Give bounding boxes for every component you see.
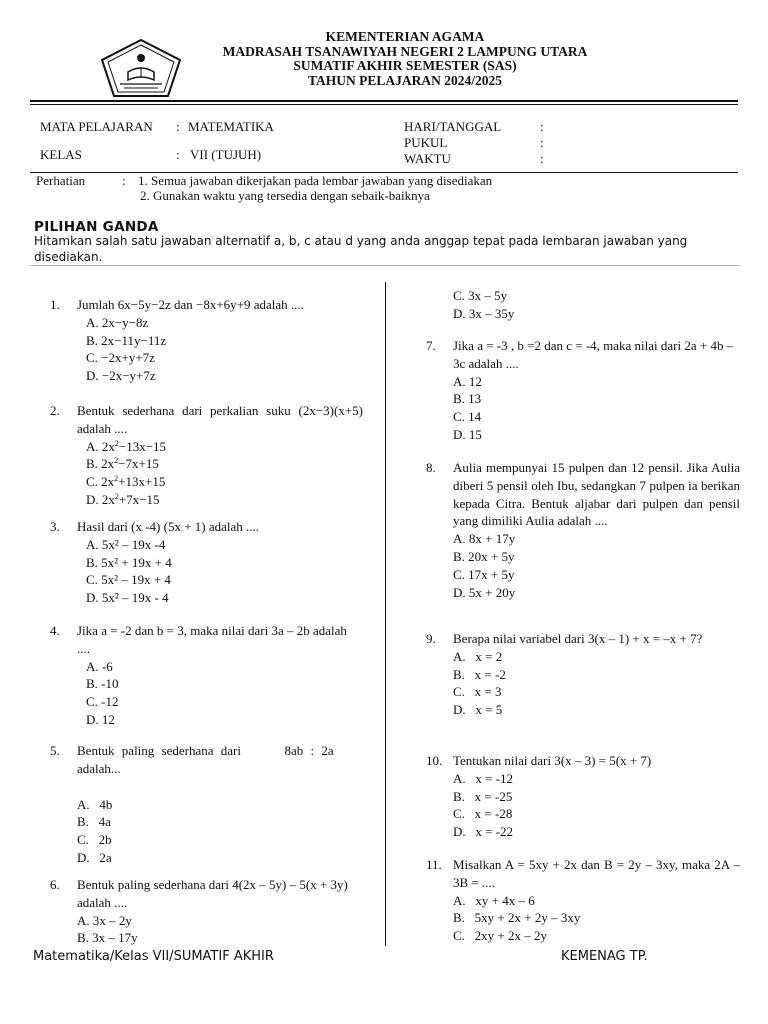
option-c: C. 2xy + 2x – 2y <box>453 928 548 944</box>
option-d: D. 12 <box>86 711 115 727</box>
question-11 <box>426 856 740 945</box>
question-7 <box>426 337 740 444</box>
perhatian-item-1: 1. Semua jawaban dikerjakan pada lembar jawaban yang disediakan <box>138 173 493 188</box>
option-b: B. x = -25 <box>453 788 513 804</box>
option-d: D. −2x−y+7z <box>86 368 156 384</box>
question-number: 4. <box>50 623 60 638</box>
pukul-colon: : <box>540 135 544 150</box>
option-b: B. x = -2 <box>453 666 506 682</box>
option-d: D. x = 5 <box>453 702 503 718</box>
option-c: C. 5x² – 19x + 4 <box>86 572 171 588</box>
option-c: C. $2x^2+13x+15$ <box>86 474 166 490</box>
question-3 <box>50 518 360 607</box>
header-divider-thin <box>30 104 738 105</box>
kemenag-logo <box>98 38 184 98</box>
option-d: D. 5x² – 19x - 4 <box>86 590 169 606</box>
option-a: A. 2x−y−8z <box>86 314 149 330</box>
question-number: 5. <box>50 743 60 758</box>
question-stem: Bentuk sederhana dari perkalian suku (2x−3)(x+5) adalah .... <box>77 403 363 436</box>
question-6-continued <box>453 287 743 323</box>
option-b: B. 3x – 17y <box>77 930 138 946</box>
header-line-4: TAHUN PELAJARAN 2024/2025 <box>307 72 502 88</box>
question-1 <box>50 296 360 385</box>
pukul-label: PUKUL <box>404 135 448 150</box>
option-c: C. −2x+y+7z <box>86 350 155 366</box>
question-number: 10. <box>426 753 443 768</box>
option-a: A. $2x^2-13x-15$ <box>86 438 167 454</box>
section-instruction: Hitamkan salah satu jawaban alternatif a, b, c atau d yang anda anggap tepat pada lembaran jawaban yang disediakan. <box>34 234 688 264</box>
option-b: B. 20x + 5y <box>453 548 515 564</box>
option-b: B. 13 <box>453 391 482 407</box>
option-b: B. 5xy + 2x + 2y – 3xy <box>453 910 581 926</box>
option-d: D. $2x^2+7x-15$ <box>86 491 160 507</box>
question-9 <box>426 630 740 719</box>
question-8 <box>426 459 740 601</box>
option-a: A. 12 <box>453 373 482 389</box>
option-c: C. x = -28 <box>453 806 513 822</box>
hari-colon: : <box>540 119 544 134</box>
section-divider <box>30 265 740 266</box>
question-stem: Tentukan nilai dari 3(x – 3) = 5(x + 7) <box>453 753 652 768</box>
option-c: C. x = 3 <box>453 684 502 700</box>
mapel-label: MATA PELAJARAN <box>40 119 153 134</box>
question-stem: Hasil dari (x -4) (5x + 1) adalah .... <box>77 519 260 534</box>
question-number: 3. <box>50 519 60 534</box>
option-a: A. 3x – 2y <box>77 912 132 928</box>
question-number: 11. <box>426 857 442 872</box>
question-stem: Bentuk paling sederhana dari 4(2x – 5y) – 5(x + 3y) adalah .... <box>77 877 348 910</box>
waktu-label: WAKTU <box>404 151 451 166</box>
question-number: 6. <box>50 877 60 892</box>
question-2 <box>50 402 363 509</box>
header-line-1: KEMENTERIAN AGAMA <box>325 29 485 44</box>
perhatian-label: Perhatian <box>36 173 86 188</box>
footer-right-text: KEMENAG TP. <box>561 949 648 964</box>
header-divider-thick <box>30 100 738 102</box>
header-line-2: MADRASAH TSANAWIYAH NEGERI 2 LAMPUNG UTARA <box>222 43 588 59</box>
question-10 <box>426 752 740 841</box>
option-a: A. -6 <box>86 658 113 674</box>
option-a: A. 4b <box>77 796 113 812</box>
option-b: B. 2x−11y−11z <box>86 332 167 348</box>
option-d: D. 2a <box>77 849 112 865</box>
option-c: C. 14 <box>453 409 482 425</box>
question-stem: Jika a = -2 dan b = 3, maka nilai dari 3a – 2b adalah .... <box>77 623 347 656</box>
option-c: C. 2b <box>77 832 112 848</box>
question-number: 9. <box>426 631 436 646</box>
mapel-colon: : <box>176 119 180 134</box>
question-number: 1. <box>50 297 60 312</box>
question-5 <box>50 742 360 867</box>
option-a: A. 5x² – 19x -4 <box>86 536 166 552</box>
option-c: C. 17x + 5y <box>453 566 515 582</box>
option-a: A. 8x + 17y <box>453 531 516 547</box>
kelas-label: KELAS <box>40 147 82 162</box>
option-d: D. 15 <box>453 426 482 442</box>
question-number: 7. <box>426 338 436 353</box>
option-d: D. 3x – 35y <box>453 305 515 321</box>
column-divider <box>385 282 386 946</box>
question-stem: Berapa nilai variabel dari 3(x – 1) + x = –x + 7? <box>453 631 703 646</box>
hari-label: HARI/TANGGAL <box>404 119 502 134</box>
header-line-3: SUMATIF AKHIR SEMESTER (SAS) <box>293 58 517 73</box>
perhatian-colon: : <box>122 173 126 188</box>
option-b: B. $2x^2-7x+15$ <box>86 456 159 472</box>
question-4 <box>50 622 360 729</box>
question-stem: Jumlah 6x−5y−2z dan −8x+6y+9 adalah .... <box>77 297 304 312</box>
question-stem: Misalkan A = 5xy + 2x dan B = 2y – 3xy, maka 2A – 3B = .... <box>453 857 740 890</box>
kelas-colon: : <box>176 147 180 162</box>
question-stem: Aulia mempunyai 15 pulpen dan 12 pensil. Jika Aulia diberi 5 pensil oleh Ibu, sedangkan 7 pulpen ia berikan kepada Citra. Bentuk aljabar dari pulpen dan pensil yang dimiliki Aulia adalah .... <box>453 460 740 529</box>
option-a: A. x = -12 <box>453 770 514 786</box>
perhatian-items <box>138 173 492 203</box>
question-6 <box>50 876 363 947</box>
question-number: 2. <box>50 403 60 418</box>
option-a: A. xy + 4x – 6 <box>453 892 535 908</box>
waktu-colon: : <box>540 151 544 166</box>
question-stem: Jika a = -3 , b =2 dan c = -4, maka nilai dari 2a + 4b – 3c adalah .... <box>453 338 734 371</box>
section-title: PILIHAN GANDA <box>34 219 159 235</box>
option-d: D. x = -22 <box>453 824 514 840</box>
question-stem: Bentuk paling sederhana dari 8ab : 2a adalah... <box>77 743 341 776</box>
option-d: D. 5x + 20y <box>453 584 516 600</box>
option-a: A. x = 2 <box>453 648 503 664</box>
kelas-value: VII (TUJUH) <box>190 147 262 162</box>
footer-left-text: Matematika/Kelas VII/SUMATIF AKHIR <box>33 949 274 964</box>
option-b: B. 5x² + 19x + 4 <box>86 554 172 570</box>
option-b: B. 4a <box>77 814 111 830</box>
option-b: B. -10 <box>86 676 119 692</box>
school-header <box>190 30 620 88</box>
perhatian-item-2: 2. Gunakan waktu yang tersedia dengan sebaik-baiknya <box>140 188 430 203</box>
mapel-value: MATEMATIKA <box>188 119 274 134</box>
question-number: 8. <box>426 460 436 475</box>
option-c: C. -12 <box>86 694 119 710</box>
option-c: C. 3x – 5y <box>453 288 508 303</box>
